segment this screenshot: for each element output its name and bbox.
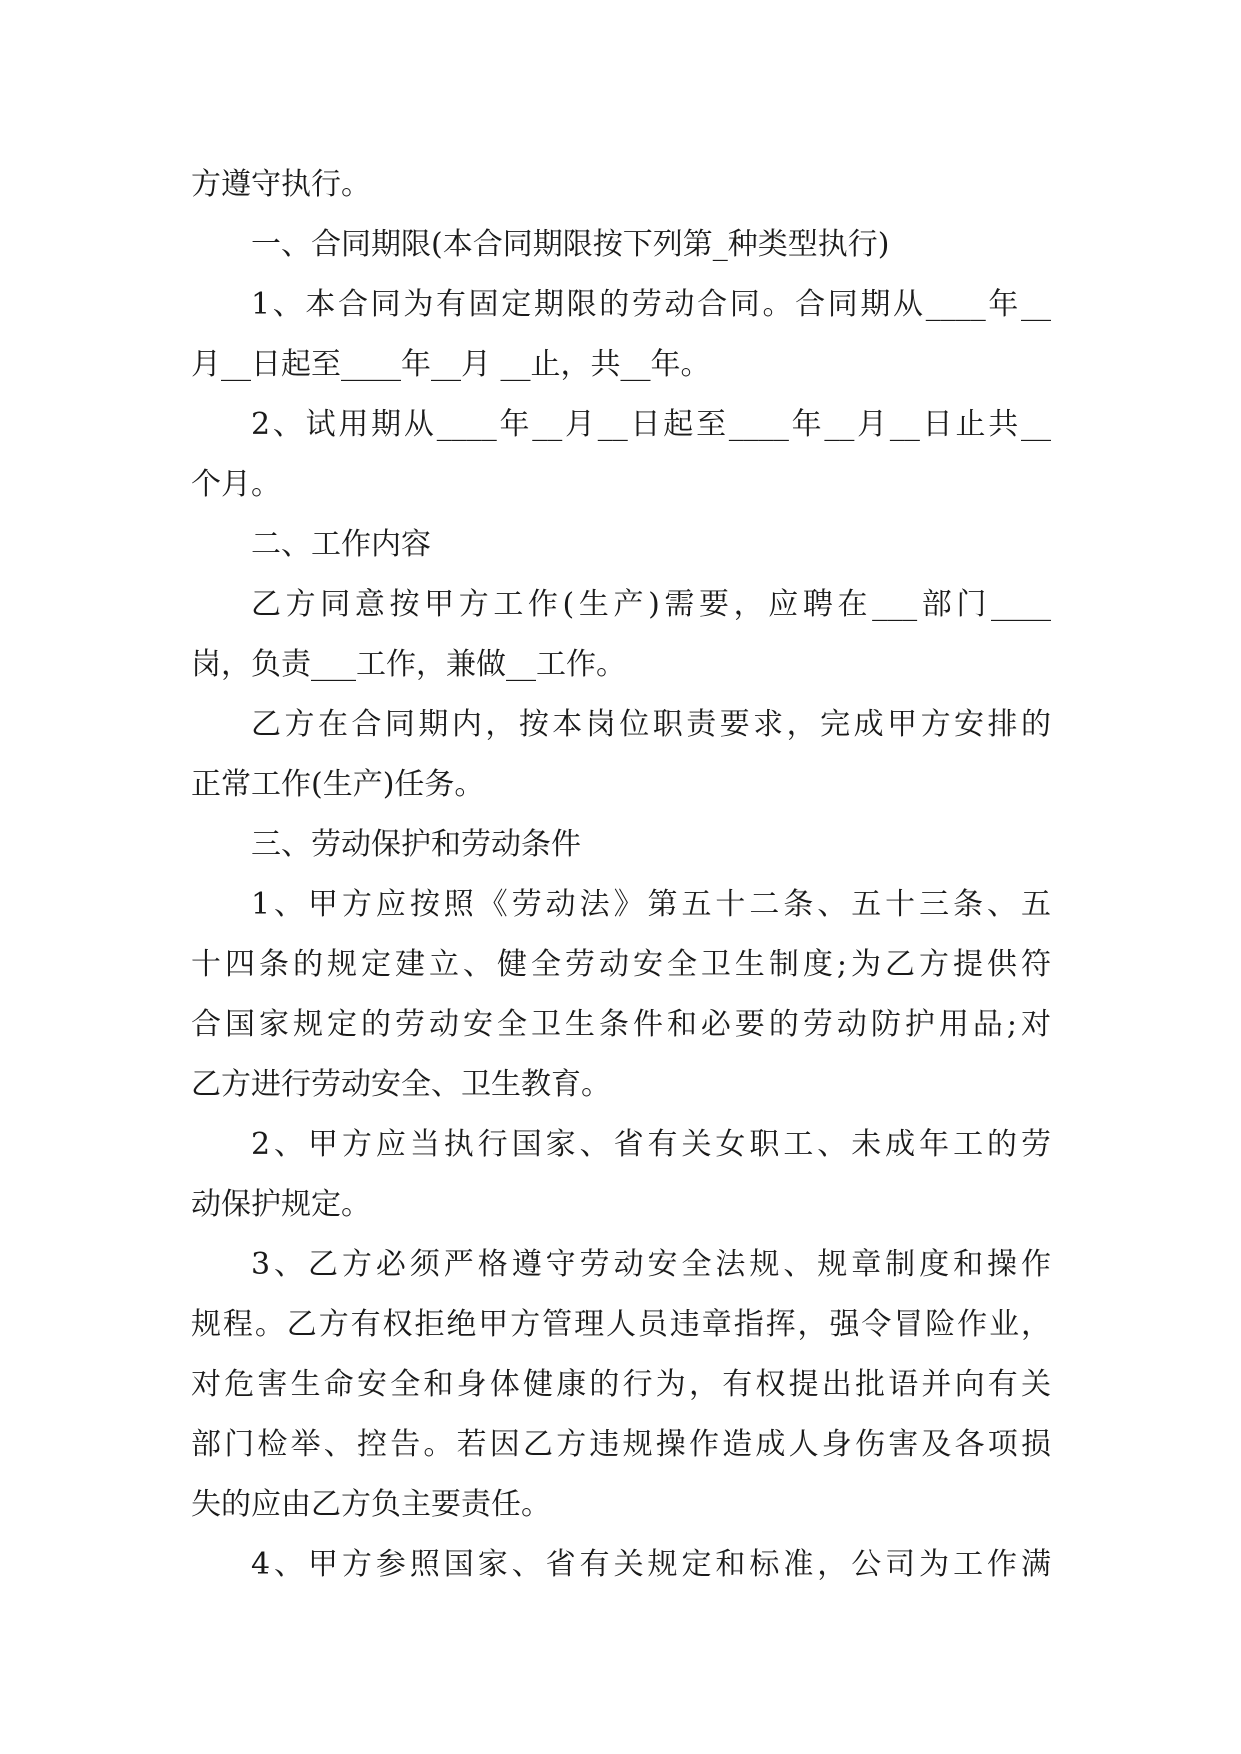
text-line: 2、试用期从____年__月__日起至____年__月__日止共__: [251, 407, 1051, 442]
text-line: 月__日起至____年__月 __止，共__年。: [191, 347, 711, 382]
text-line: 2、甲方应当执行国家、省有关女职工、未成年工的劳: [251, 1127, 1051, 1162]
text-line: 1、本合同为有固定期限的劳动合同。合同期从____年__: [251, 287, 1051, 322]
section-heading: 二、工作内容: [251, 527, 431, 562]
section-heading: 一、合同期限(本合同期限按下列第_种类型执行): [251, 227, 890, 262]
text-line: 1、甲方应按照《劳动法》第五十二条、五十三条、五: [251, 887, 1051, 922]
text-line: 动保护规定。: [191, 1187, 371, 1222]
text-line: 失的应由乙方负主要责任。: [191, 1487, 551, 1522]
text-line: 对危害生命安全和身体健康的行为，有权提出批语并向有关: [191, 1367, 1051, 1402]
text-line: 规程。乙方有权拒绝甲方管理人员违章指挥，强令冒险作业，: [191, 1307, 1051, 1342]
text-line: 正常工作(生产)任务。: [191, 767, 485, 802]
text-line: 部门检举、控告。若因乙方违规操作造成人身伤害及各项损: [191, 1427, 1051, 1462]
text-line: 4、甲方参照国家、省有关规定和标准，公司为工作满: [251, 1547, 1051, 1582]
text-line: 乙方进行劳动安全、卫生教育。: [191, 1067, 611, 1102]
section-heading: 三、劳动保护和劳动条件: [251, 827, 581, 862]
document-page: [191, 155, 1051, 1595]
text-line: 十四条的规定建立、健全劳动安全卫生制度;为乙方提供符: [191, 947, 1051, 982]
text-line: 岗，负责___工作，兼做__工作。: [191, 647, 626, 682]
text-line: 3、乙方必须严格遵守劳动安全法规、规章制度和操作: [251, 1247, 1051, 1282]
text-line: 合国家规定的劳动安全卫生条件和必要的劳动防护用品;对: [191, 1007, 1051, 1042]
text-line: 个月。: [191, 467, 281, 502]
text-line: 乙方同意按甲方工作(生产)需要，应聘在___部门____: [251, 587, 1051, 622]
text-line: 方遵守执行。: [191, 167, 371, 202]
text-line: 乙方在合同期内，按本岗位职责要求，完成甲方安排的: [251, 707, 1051, 742]
